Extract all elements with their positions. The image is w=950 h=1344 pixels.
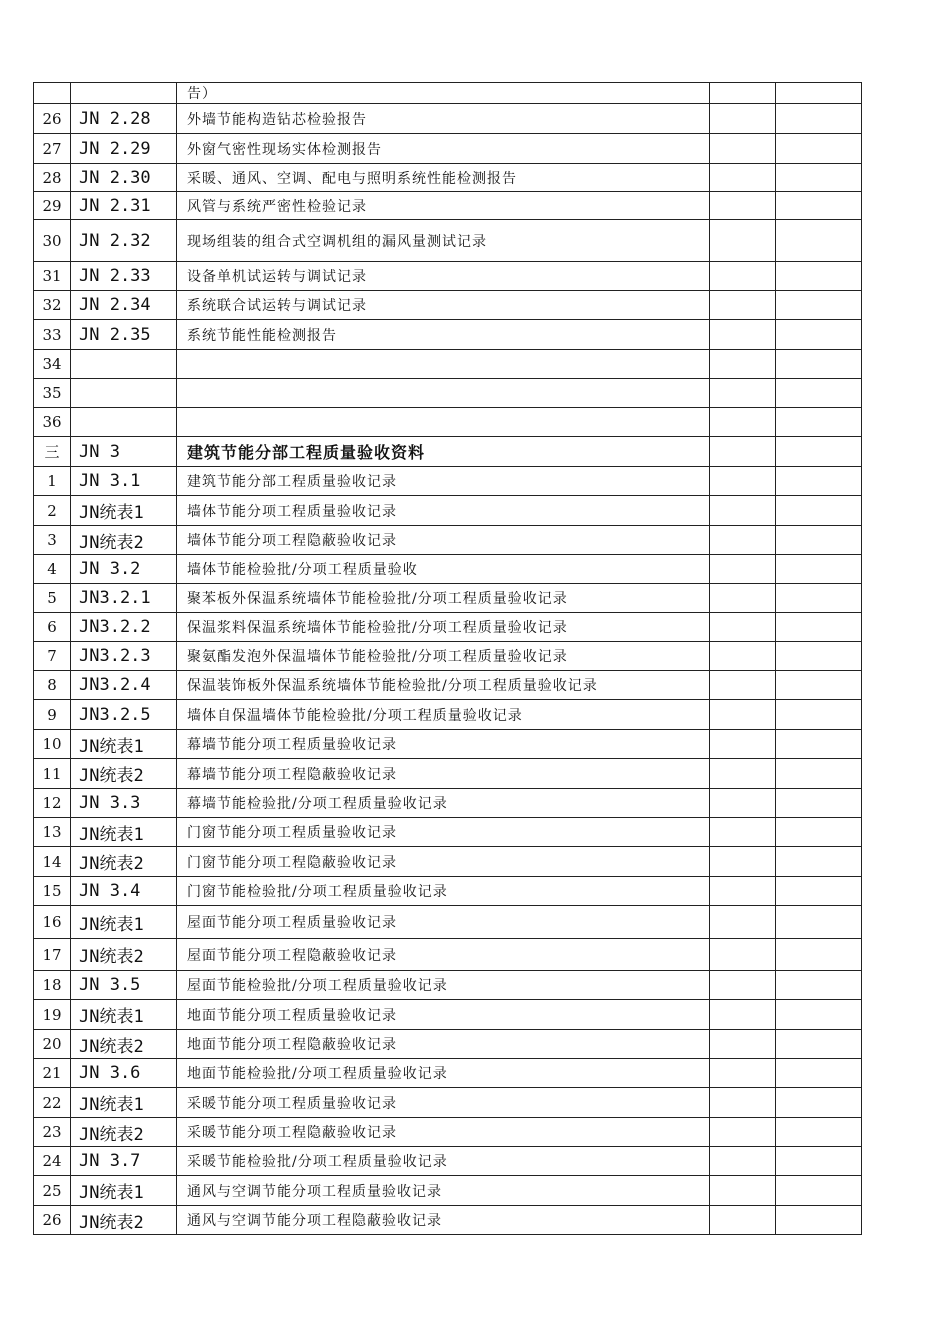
record-code: JN 3.3: [71, 789, 177, 818]
table-row: [34, 526, 862, 555]
table-row: [34, 320, 862, 350]
row-number: 33: [34, 320, 71, 350]
record-name: 幕墙节能分项工程质量验收记录: [177, 730, 710, 759]
empty-cell: [776, 1176, 862, 1206]
record-name: 幕墙节能检验批/分项工程质量验收记录: [177, 789, 710, 818]
empty-cell: [776, 700, 862, 730]
table-row: [34, 379, 862, 408]
row-number: 15: [34, 877, 71, 906]
record-code: JN统表1: [71, 730, 177, 759]
empty-cell: [710, 700, 776, 730]
row-number: 25: [34, 1176, 71, 1206]
record-code: JN统表1: [71, 1088, 177, 1118]
row-number: 31: [34, 262, 71, 291]
table-row: [34, 1147, 862, 1176]
row-number: 11: [34, 759, 71, 789]
record-name: 墙体自保温墙体节能检验批/分项工程质量验收记录: [177, 700, 710, 730]
record-name: 墙体节能分项工程隐蔽验收记录: [177, 526, 710, 555]
record-name: 现场组装的组合式空调机组的漏风量测试记录: [177, 220, 710, 262]
empty-cell: [710, 467, 776, 496]
table-row: [34, 262, 862, 291]
empty-cell: [776, 104, 862, 134]
empty-cell: [710, 104, 776, 134]
record-code: JN统表2: [71, 1030, 177, 1059]
record-code: JN统表2: [71, 939, 177, 971]
row-number: 三: [34, 437, 71, 467]
table-row: [34, 164, 862, 192]
empty-cell: [710, 671, 776, 700]
empty-cell: [776, 379, 862, 408]
row-number: 34: [34, 350, 71, 379]
empty-cell: [776, 971, 862, 1000]
table-row: [34, 1206, 862, 1235]
empty-cell: [776, 467, 862, 496]
empty-cell: [710, 613, 776, 642]
row-number: 35: [34, 379, 71, 408]
table-row: [34, 939, 862, 971]
record-code: JN统表1: [71, 496, 177, 526]
table-row: [34, 730, 862, 759]
empty-cell: [776, 526, 862, 555]
row-number: 19: [34, 1000, 71, 1030]
empty-cell: [710, 847, 776, 877]
empty-cell: [776, 291, 862, 320]
empty-cell: [776, 134, 862, 164]
table-row: [34, 700, 862, 730]
table-row: [34, 291, 862, 320]
empty-cell: [776, 1030, 862, 1059]
row-number: 8: [34, 671, 71, 700]
record-name: 屋面节能分项工程隐蔽验收记录: [177, 939, 710, 971]
empty-cell: [710, 1118, 776, 1147]
empty-cell: [776, 847, 862, 877]
record-name: 外窗气密性现场实体检测报告: [177, 134, 710, 164]
row-number: 14: [34, 847, 71, 877]
empty-cell: [710, 1000, 776, 1030]
record-code: [71, 379, 177, 408]
empty-cell: [776, 496, 862, 526]
empty-cell: [710, 437, 776, 467]
record-name: 聚氨酯发泡外保温墙体节能检验批/分项工程质量验收记录: [177, 642, 710, 671]
empty-cell: [710, 1176, 776, 1206]
record-name: 通风与空调节能分项工程质量验收记录: [177, 1176, 710, 1206]
record-name: 地面节能检验批/分项工程质量验收记录: [177, 1059, 710, 1088]
record-code: JN 3.5: [71, 971, 177, 1000]
record-code: JN 2.30: [71, 164, 177, 192]
record-code: JN3.2.1: [71, 584, 177, 613]
empty-cell: [776, 613, 862, 642]
empty-cell: [776, 1206, 862, 1235]
record-code: JN 2.28: [71, 104, 177, 134]
row-number: 5: [34, 584, 71, 613]
record-name: 屋面节能分项工程质量验收记录: [177, 906, 710, 939]
empty-cell: [710, 379, 776, 408]
record-code: JN 3.2: [71, 555, 177, 584]
record-name: 风管与系统严密性检验记录: [177, 192, 710, 220]
empty-cell: [710, 496, 776, 526]
record-name: 地面节能分项工程隐蔽验收记录: [177, 1030, 710, 1059]
table-row: [34, 906, 862, 939]
row-number: 2: [34, 496, 71, 526]
table-row: [34, 192, 862, 220]
table-row: [34, 789, 862, 818]
row-number: 24: [34, 1147, 71, 1176]
row-number: 1: [34, 467, 71, 496]
record-name: 聚苯板外保温系统墙体节能检验批/分项工程质量验收记录: [177, 584, 710, 613]
row-number: 18: [34, 971, 71, 1000]
document-table: [33, 82, 862, 1235]
record-code: JN 3.1: [71, 467, 177, 496]
empty-cell: [776, 939, 862, 971]
record-code: [71, 350, 177, 379]
record-name: 保温装饰板外保温系统墙体节能检验批/分项工程质量验收记录: [177, 671, 710, 700]
row-number: 23: [34, 1118, 71, 1147]
empty-cell: [776, 759, 862, 789]
record-name: 幕墙节能分项工程隐蔽验收记录: [177, 759, 710, 789]
table-row: [34, 877, 862, 906]
empty-cell: [710, 83, 776, 104]
empty-cell: [710, 526, 776, 555]
row-number: 20: [34, 1030, 71, 1059]
empty-cell: [710, 262, 776, 291]
record-name: 系统联合试运转与调试记录: [177, 291, 710, 320]
record-name: 保温浆料保温系统墙体节能检验批/分项工程质量验收记录: [177, 613, 710, 642]
table-row: [34, 1118, 862, 1147]
record-name: 系统节能性能检测报告: [177, 320, 710, 350]
record-code: JN3.2.5: [71, 700, 177, 730]
empty-cell: [710, 408, 776, 437]
record-code: JN 2.33: [71, 262, 177, 291]
empty-cell: [776, 192, 862, 220]
table-row: [34, 818, 862, 847]
empty-cell: [710, 1059, 776, 1088]
table-row: [34, 220, 862, 262]
table-row: [34, 496, 862, 526]
record-code: [71, 83, 177, 104]
empty-cell: [776, 262, 862, 291]
empty-cell: [776, 671, 862, 700]
record-code: JN统表2: [71, 847, 177, 877]
empty-cell: [710, 906, 776, 939]
row-number: 10: [34, 730, 71, 759]
row-number: 3: [34, 526, 71, 555]
record-code: JN统表2: [71, 759, 177, 789]
empty-cell: [710, 759, 776, 789]
record-name: 采暖、通风、空调、配电与照明系统性能检测报告: [177, 164, 710, 192]
empty-cell: [776, 1088, 862, 1118]
empty-cell: [710, 971, 776, 1000]
record-code: JN3.2.3: [71, 642, 177, 671]
record-name: 建筑节能分部工程质量验收资料: [177, 437, 710, 467]
table-row: [34, 971, 862, 1000]
empty-cell: [776, 906, 862, 939]
empty-cell: [776, 877, 862, 906]
record-name: 门窗节能分项工程质量验收记录: [177, 818, 710, 847]
table-row: [34, 759, 862, 789]
table-row: [34, 584, 862, 613]
row-number: 17: [34, 939, 71, 971]
empty-cell: [710, 1030, 776, 1059]
row-number: 6: [34, 613, 71, 642]
record-name: 告）: [177, 83, 710, 104]
empty-cell: [776, 1118, 862, 1147]
table-row: [34, 613, 862, 642]
record-name: 采暖节能分项工程质量验收记录: [177, 1088, 710, 1118]
empty-cell: [776, 555, 862, 584]
empty-cell: [776, 730, 862, 759]
record-name: 建筑节能分部工程质量验收记录: [177, 467, 710, 496]
empty-cell: [710, 877, 776, 906]
record-code: JN统表2: [71, 526, 177, 555]
row-number: 21: [34, 1059, 71, 1088]
row-number: 28: [34, 164, 71, 192]
table-row: [34, 847, 862, 877]
table-row: [34, 408, 862, 437]
empty-cell: [776, 220, 862, 262]
row-number: 7: [34, 642, 71, 671]
table-row: [34, 83, 862, 104]
row-number: 36: [34, 408, 71, 437]
row-number: 29: [34, 192, 71, 220]
record-name: 设备单机试运转与调试记录: [177, 262, 710, 291]
empty-cell: [710, 134, 776, 164]
empty-cell: [710, 818, 776, 847]
empty-cell: [776, 1000, 862, 1030]
record-name: [177, 379, 710, 408]
row-number: 22: [34, 1088, 71, 1118]
table-row: [34, 642, 862, 671]
empty-cell: [710, 555, 776, 584]
table-row: [34, 437, 862, 467]
empty-cell: [710, 1088, 776, 1118]
record-name: 采暖节能分项工程隐蔽验收记录: [177, 1118, 710, 1147]
row-number: 12: [34, 789, 71, 818]
record-name: 地面节能分项工程质量验收记录: [177, 1000, 710, 1030]
empty-cell: [776, 1059, 862, 1088]
empty-cell: [710, 1147, 776, 1176]
table-row: [34, 671, 862, 700]
row-number: 9: [34, 700, 71, 730]
row-number: 13: [34, 818, 71, 847]
record-name: 墙体节能检验批/分项工程质量验收: [177, 555, 710, 584]
record-name: 门窗节能分项工程隐蔽验收记录: [177, 847, 710, 877]
record-name: 屋面节能检验批/分项工程质量验收记录: [177, 971, 710, 1000]
record-code: JN统表2: [71, 1118, 177, 1147]
record-code: JN统表1: [71, 818, 177, 847]
table-row: [34, 555, 862, 584]
record-code: JN 3.4: [71, 877, 177, 906]
row-number: 26: [34, 104, 71, 134]
table-row: [34, 104, 862, 134]
table-row: [34, 1059, 862, 1088]
empty-cell: [710, 642, 776, 671]
table-row: [34, 350, 862, 379]
record-name: 通风与空调节能分项工程隐蔽验收记录: [177, 1206, 710, 1235]
row-number: 30: [34, 220, 71, 262]
empty-cell: [710, 789, 776, 818]
empty-cell: [776, 408, 862, 437]
empty-cell: [710, 220, 776, 262]
row-number: 27: [34, 134, 71, 164]
empty-cell: [776, 320, 862, 350]
empty-cell: [776, 584, 862, 613]
table-body: [34, 83, 862, 1235]
record-code: [71, 408, 177, 437]
empty-cell: [776, 164, 862, 192]
table-row: [34, 1000, 862, 1030]
record-name: 采暖节能检验批/分项工程质量验收记录: [177, 1147, 710, 1176]
record-code: JN 2.32: [71, 220, 177, 262]
empty-cell: [776, 789, 862, 818]
record-code: JN统表1: [71, 1000, 177, 1030]
record-name: 墙体节能分项工程质量验收记录: [177, 496, 710, 526]
empty-cell: [710, 164, 776, 192]
empty-cell: [710, 320, 776, 350]
record-code: JN 2.29: [71, 134, 177, 164]
record-code: JN 2.35: [71, 320, 177, 350]
empty-cell: [776, 1147, 862, 1176]
table-row: [34, 134, 862, 164]
record-name: [177, 350, 710, 379]
empty-cell: [710, 730, 776, 759]
record-code: JN 2.31: [71, 192, 177, 220]
record-code: JN 3: [71, 437, 177, 467]
empty-cell: [710, 350, 776, 379]
row-number: 4: [34, 555, 71, 584]
record-name: 外墙节能构造钻芯检验报告: [177, 104, 710, 134]
empty-cell: [776, 642, 862, 671]
record-code: JN 3.6: [71, 1059, 177, 1088]
row-number: [34, 83, 71, 104]
table-row: [34, 1030, 862, 1059]
empty-cell: [776, 818, 862, 847]
record-code: JN3.2.4: [71, 671, 177, 700]
empty-cell: [776, 437, 862, 467]
row-number: 32: [34, 291, 71, 320]
row-number: 26: [34, 1206, 71, 1235]
record-code: JN3.2.2: [71, 613, 177, 642]
table-row: [34, 1088, 862, 1118]
table-row: [34, 1176, 862, 1206]
empty-cell: [710, 939, 776, 971]
empty-cell: [710, 1206, 776, 1235]
empty-cell: [776, 350, 862, 379]
record-name: [177, 408, 710, 437]
record-code: JN 3.7: [71, 1147, 177, 1176]
empty-cell: [710, 192, 776, 220]
record-code: JN 2.34: [71, 291, 177, 320]
empty-cell: [710, 291, 776, 320]
table-row: [34, 467, 862, 496]
record-code: JN统表1: [71, 1176, 177, 1206]
record-code: JN统表1: [71, 906, 177, 939]
row-number: 16: [34, 906, 71, 939]
empty-cell: [710, 584, 776, 613]
record-code: JN统表2: [71, 1206, 177, 1235]
empty-cell: [776, 83, 862, 104]
record-name: 门窗节能检验批/分项工程质量验收记录: [177, 877, 710, 906]
